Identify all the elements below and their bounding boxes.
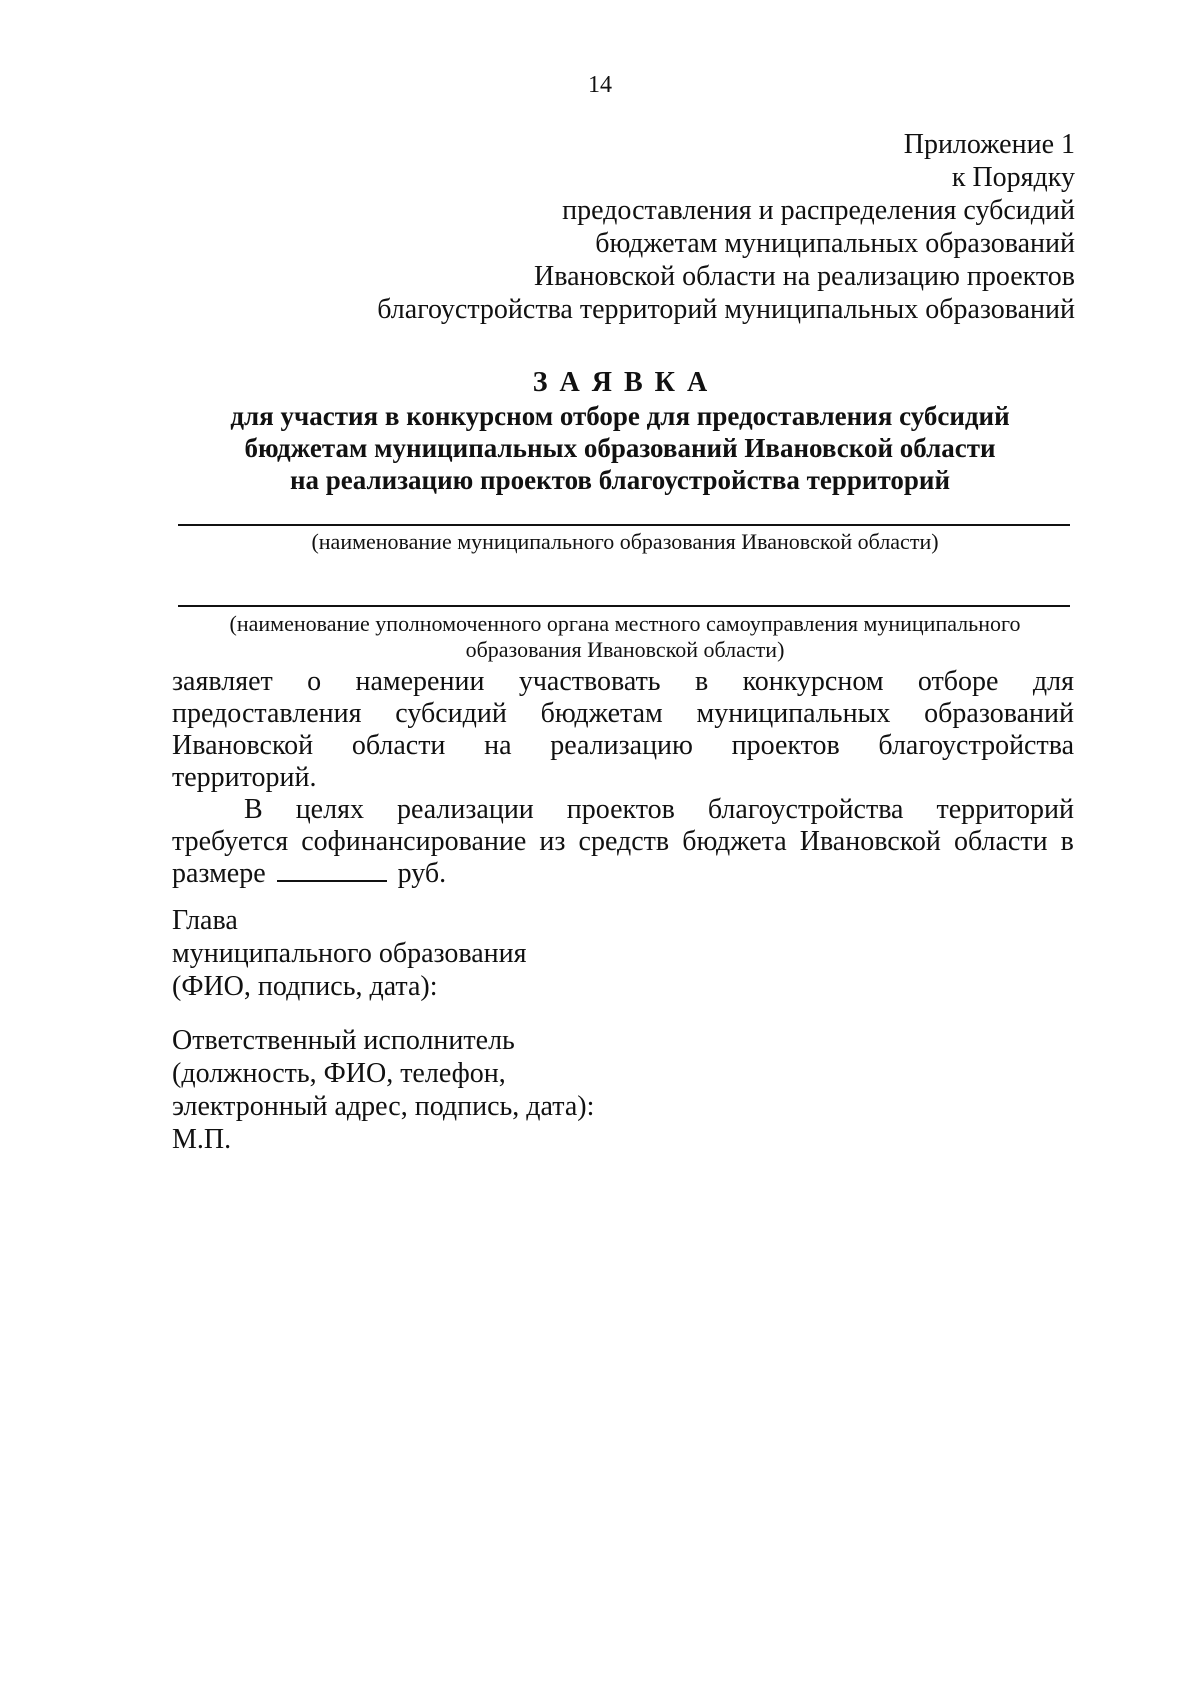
word: предоставления	[172, 698, 362, 729]
word: территорий	[936, 794, 1074, 825]
municipality-name-field-line	[178, 524, 1070, 526]
signature-line: (ФИО, подпись, дата):	[172, 971, 438, 1002]
paragraph-line	[172, 730, 1074, 762]
word: целях	[295, 794, 364, 825]
word: требуется	[172, 826, 289, 857]
subtitle-line: для участия в конкурсном отборе для предоставления субсидий	[230, 401, 1010, 431]
word: муниципальных	[696, 698, 891, 729]
paragraph-line	[172, 858, 1074, 890]
paragraph-line	[172, 826, 1074, 858]
word: отборе	[917, 666, 999, 697]
word: средств	[578, 826, 670, 857]
word: из	[539, 826, 566, 857]
word: Ивановской	[799, 826, 941, 857]
word: намерении	[355, 666, 485, 697]
signature-line: Ответственный исполнитель	[172, 1025, 515, 1056]
appendix-line: Приложение 1	[903, 129, 1075, 160]
word: в	[1060, 826, 1074, 857]
word: субсидий	[395, 698, 507, 729]
word: благоустройства	[878, 730, 1074, 761]
signature-line: (должность, ФИО, телефон,	[172, 1058, 506, 1089]
appendix-header	[377, 128, 1075, 326]
signature-line: Глава	[172, 905, 238, 936]
appendix-line: бюджетам муниципальных образований	[595, 228, 1075, 259]
head-signature-block	[172, 904, 527, 1003]
signature-line: муниципального образования	[172, 938, 527, 969]
word: области	[953, 826, 1048, 857]
currency-label: руб.	[397, 858, 447, 889]
caption-line: образования Ивановской области)	[465, 637, 785, 662]
word: проектов	[566, 794, 675, 825]
word: В	[244, 794, 263, 825]
word: проектов	[731, 730, 840, 761]
word: области	[351, 730, 446, 761]
word: бюджетам	[540, 698, 663, 729]
document-title-block	[170, 366, 1070, 496]
executor-signature-block	[172, 1024, 594, 1156]
signature-line: электронный адрес, подпись, дата):	[172, 1091, 595, 1122]
word: для	[1032, 666, 1074, 697]
appendix-line: Ивановской области на реализацию проектов	[534, 261, 1075, 292]
word: в	[694, 666, 709, 697]
paragraph-line	[172, 794, 1074, 826]
amount-blank-field	[277, 858, 387, 882]
word: реализацию	[550, 730, 693, 761]
word: размере	[172, 858, 266, 889]
word: бюджета	[682, 826, 787, 857]
appendix-line: предоставления и распределения субсидий	[562, 195, 1075, 226]
word: конкурсном	[742, 666, 884, 697]
document-subtitle	[170, 400, 1070, 496]
word: Ивановской	[172, 730, 314, 761]
authority-name-field-line	[178, 605, 1070, 607]
word: участвовать	[518, 666, 661, 697]
word: на	[484, 730, 512, 761]
municipality-name-caption: (наименование муниципального образования Ивановской области)	[311, 529, 939, 554]
subtitle-line: на реализацию проектов благоустройства территорий	[289, 465, 951, 495]
word: благоустройства	[707, 794, 904, 825]
word: о	[307, 666, 322, 697]
application-paragraph	[172, 666, 1074, 794]
subtitle-line: бюджетам муниципальных образований Ивановской области	[244, 433, 996, 463]
caption-line: (наименование уполномоченного органа местного самоуправления муниципального	[229, 611, 1021, 636]
appendix-line: благоустройства территорий муниципальных образований	[377, 294, 1075, 325]
paragraph-line	[172, 698, 1074, 730]
appendix-line: к Порядку	[951, 162, 1075, 193]
word: образований	[924, 698, 1074, 729]
page-number: 14	[588, 72, 612, 98]
word: заявляет	[172, 666, 273, 697]
cofinancing-paragraph	[172, 794, 1074, 890]
stamp-place-label: М.П.	[172, 1124, 232, 1155]
word: софинансирование	[301, 826, 527, 857]
paragraph-line: территорий.	[172, 762, 317, 793]
document-title: ЗАЯВКА	[532, 367, 720, 398]
word: реализации	[396, 794, 534, 825]
paragraph-line	[172, 666, 1074, 698]
authority-name-caption	[170, 611, 1080, 663]
